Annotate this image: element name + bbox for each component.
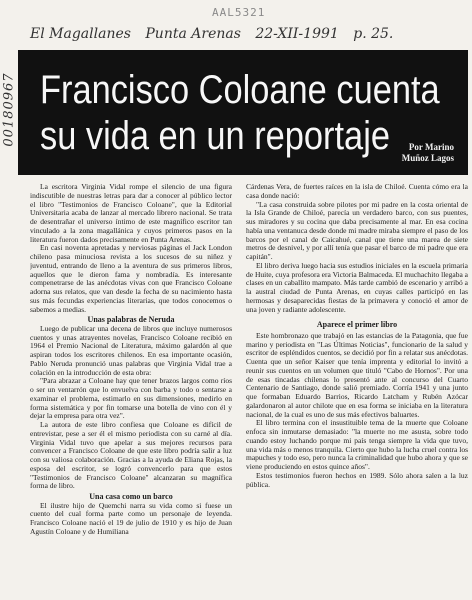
byline-line-2: Muñoz Lagos bbox=[401, 153, 454, 163]
paragraph: En casi noventa apretadas y nerviosas páginas el Jack London chileno pasa minuciosa revista a los sucesos de su niñez y juventud, entrando de lleno a la aventura de sus primeros libros, aquellos que le dieron fama y nombradía. Es interesante compenetrarse de las anécdotas vivas con que Francisco Coloane adorna sus relatos, que van desde la fecha de su nacimiento hasta sus más fecundas experiencias literarias, que todos conocemos o sabemos a medias. bbox=[30, 243, 232, 314]
document-id: 00180967 bbox=[1, 72, 17, 147]
publication-date: 22-XII-1991 bbox=[255, 26, 339, 42]
paragraph: La autora de este libro confiesa que Coloane es difícil de entrevistar, pese a ser él el mismo periodista con su carné al día. Virginia Vidal tuvo que apelar a sus mejores recursos para convencer a Francisco Coloane de que este libro podría salir a luz con su valiosa colaboración. Gracias a la ayuda de Eliana Rojas, la esposa del escritor, se logró convencerlo para que estos "Testimonios de Francisco Coloane" alcanzaran su magnífica forma de libro. bbox=[30, 420, 232, 491]
byline bbox=[402, 142, 454, 164]
subheading: Unas palabras de Neruda bbox=[87, 315, 175, 325]
paragraph: Cárdenas Vera, de fuertes raíces en la isla de Chiloé. Cuenta cómo era la casa donde nació: bbox=[246, 183, 468, 200]
subheading: Aparece el primer libro bbox=[316, 320, 398, 330]
article-column-right bbox=[246, 183, 468, 598]
headline-banner bbox=[18, 50, 468, 175]
quote-paragraph: "La casa construida sobre pilotes por mi padre en la costa oriental de la Isla Grande de Chiloé, parecía un verdadero barco, con sus puentes, sus miradores y su cocina que daba precisamente al mar. En esa cocina había una ventanuca desde donde mi madre miraba siempre el paso de los barcos por el canal de Caicahué, canal que tiene una marea de siete metros de desnivel, y por allí tenía que pasar el barco de mi padre que era capitán". bbox=[246, 199, 468, 261]
page-number: p. 25. bbox=[353, 26, 394, 42]
headline-line-1: Francisco Coloane cuenta bbox=[40, 68, 440, 112]
byline-line-1: Por Marino bbox=[408, 142, 454, 152]
paragraph: El ilustre hijo de Quemchi narra su vida como si fuese un cuento del cual forma parte como un personaje de leyenda. Francisco Coloane nació el 19 de julio de 1910 y es hijo de Juan Agustín Coloane y de Humiliana bbox=[30, 500, 232, 536]
handwritten-source-note bbox=[30, 26, 460, 42]
paragraph: Este hombronazo que trabajó en las estancias de la Patagonia, que fue marino y periodista en "Las Últimas Noticias", funcionario de la salud y escritor de espléndidos cuentos, se decidió por fin a relatar sus anécdotas. Cuenta que un señor Kaiser que tenía imprenta y editorial lo invitó a reunir sus cuentos en un volumen que tituló "Cabo de Hornos". Por una de esas tincadas chilenas lo presentó ante al concurso del Cuarto Centenario de Santiago, donde salió premiado. Corría 1941 y una junto que formaban Eduardo Barrios, Ricardo Latcham y Rubén Azócar galardonaron al autor chilote que en esa forma se iniciaba en la literatura nacional, de la cual es uno de sus más efectivos baluartes. bbox=[246, 330, 468, 419]
headline-line-2: su vida en un reportaje bbox=[40, 114, 390, 158]
article-column-left bbox=[30, 183, 232, 598]
subheading: Una casa como un barco bbox=[89, 492, 173, 501]
quote-paragraph: "Para abrazar a Coloane hay que tener brazos largos como ríos o ser un ventarrón que lo envuelva con barba y todo o sentarse a examinar el problema, estimarlo en sus dimensiones, medirlo en forma sistemática y por fin tomarse una botella de vino con él y dejar la empresa para otra vez". bbox=[30, 376, 232, 421]
paragraph: Luego de publicar una decena de libros que incluye numerosos cuentos y unas atrayentes novelas, Francisco Coloane recibió en 1964 el Premio Nacional de Literatura, máximo galardón al que aspiran todos los escritores chilenos. En esa importante ocasión, Pablo Neruda pronunció unas palabras que Virginia Vidal trae a colación en la introducción de esta obra: bbox=[30, 323, 232, 377]
paragraph: La escritora Virginia Vidal rompe el silencio de una figura indiscutible de nuestras letras para dar a conocer al público lector el libro "Testimonios de Francisco Coloane", que la Editorial Universitaria acaba de lanzar al mercado librero nacional. Se trata de desentrañar el universo íntimo de este magnífico escritor tan vinculado a la zona magallánica y cuyos primeros pasos en la literatura fueron dados precisamente en Punta Arenas. bbox=[30, 183, 232, 244]
paragraph: Estos testimonios fueron hechos en 1989. Sólo ahora salen a la luz pública. bbox=[246, 470, 468, 489]
paragraph: El libro deriva luego hacia sus estudios iniciales en la escuela primaria de Huite, cuya profesora era Victoria Balmaceda. El muchachito llegaba a clases en un caballito mampato. Más tarde cambió de escenario y arribó a la austral ciudad de Punta Arenas, en cuyas calles participó en las hermosas y desaparecidas fiestas de la primavera y conoció el amor de una joven y radiante adolescente. bbox=[246, 260, 468, 314]
paragraph: El libro termina con el insustituible tema de la muerte que Coloane enfoca sin inmutarse demasiado: "la muerte no me asusta, sobre todo cuando estoy luchando porque mi país tenga siempre la vida que tuvo, una vida más o menos tranquila. Cierto que hubo la lucha cruel contra los mapuches y todo eso, pero nunca la criminalidad que hubo ahora y que se viene produciendo en estos quince años". bbox=[246, 418, 468, 471]
archive-stamp: AAL5321 bbox=[212, 6, 266, 19]
newspaper-name: El Magallanes bbox=[30, 26, 131, 42]
city-name: Punta Arenas bbox=[145, 26, 241, 42]
